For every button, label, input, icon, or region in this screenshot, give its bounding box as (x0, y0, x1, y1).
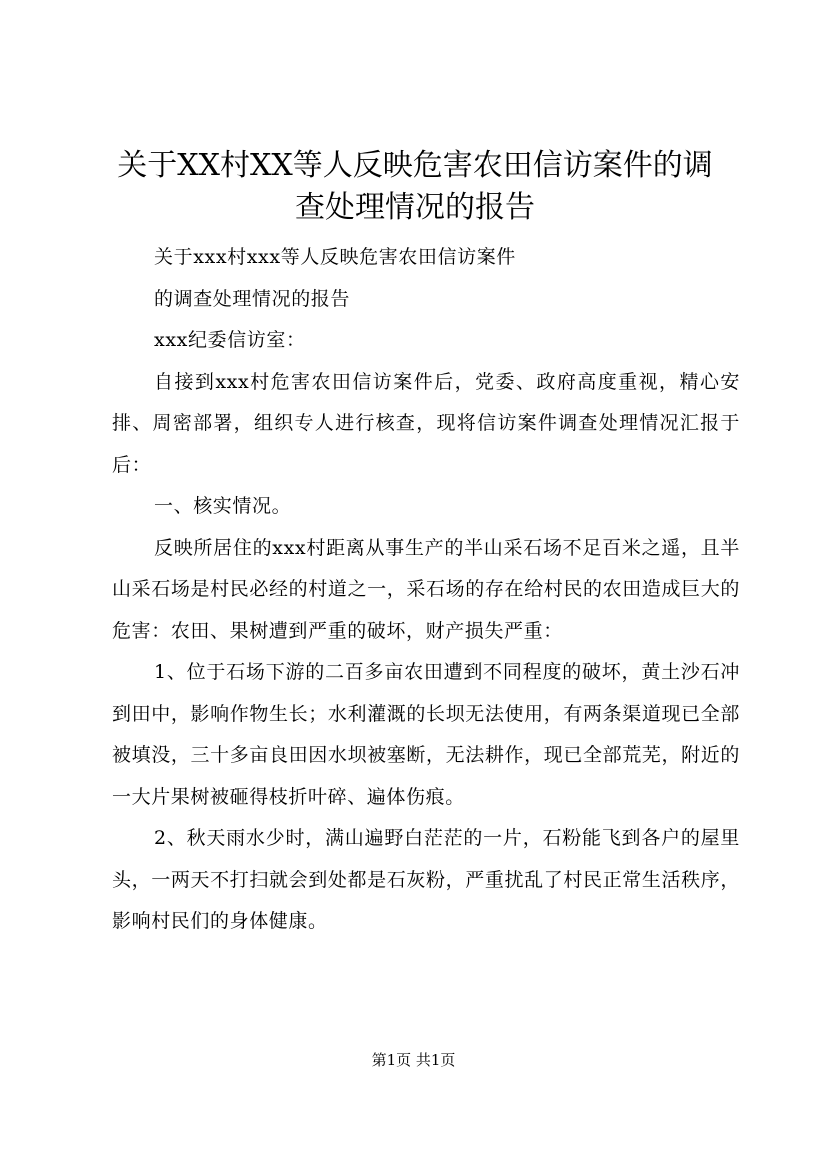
document-body (112, 237, 740, 943)
paragraph-item-2: 2、秋天雨水少时，满山遍野白茫茫的一片，石粉能飞到各户的屋里头，一两天不打扫就会到处都是石灰粉，严重扰乱了村民正常生活秩序，影响村民们的身体健康。 (112, 827, 740, 932)
paragraph-item-1: 1、位于石场下游的二百多亩农田遭到不同程度的破坏，黄土沙石冲到田中，影响作物生长；水利灌溉的长坝无法使用，有两条渠道现已全部被填没，三十多亩良田因水坝被塞断，无法耕作，现已全部荒芜，附近的一大片果树被砸得枝折叶碎、遍体伤痕。 (112, 661, 740, 808)
paragraph-situation: 反映所居住的xxx村距离从事生产的半山采石场不足百米之遥，且半山采石场是村民必经的村道之一，采石场的存在给村民的农田造成巨大的危害：农田、果树遭到严重的破坏，财产损失严重： (112, 536, 740, 642)
subtitle-line-1: 关于xxx村xxx等人反映危害农田信访案件 (154, 246, 516, 268)
page-number-footer: 第1页 共1页 (371, 1051, 456, 1069)
salutation: xxx纪委信访室： (154, 329, 306, 351)
section-heading: 一、核实情况。 (154, 495, 292, 517)
subtitle-line-2: 的调查处理情况的报告 (154, 287, 351, 310)
document-title: 关于XX村XX等人反映危害农田信访案件的调查处理情况的报告 (117, 148, 713, 225)
paragraph-intro: 自接到xxx村危害农田信访案件后，党委、政府高度重视，精心安排、周密部署，组织专人进行核查，现将信访案件调查处理情况汇报于后： (112, 370, 740, 476)
